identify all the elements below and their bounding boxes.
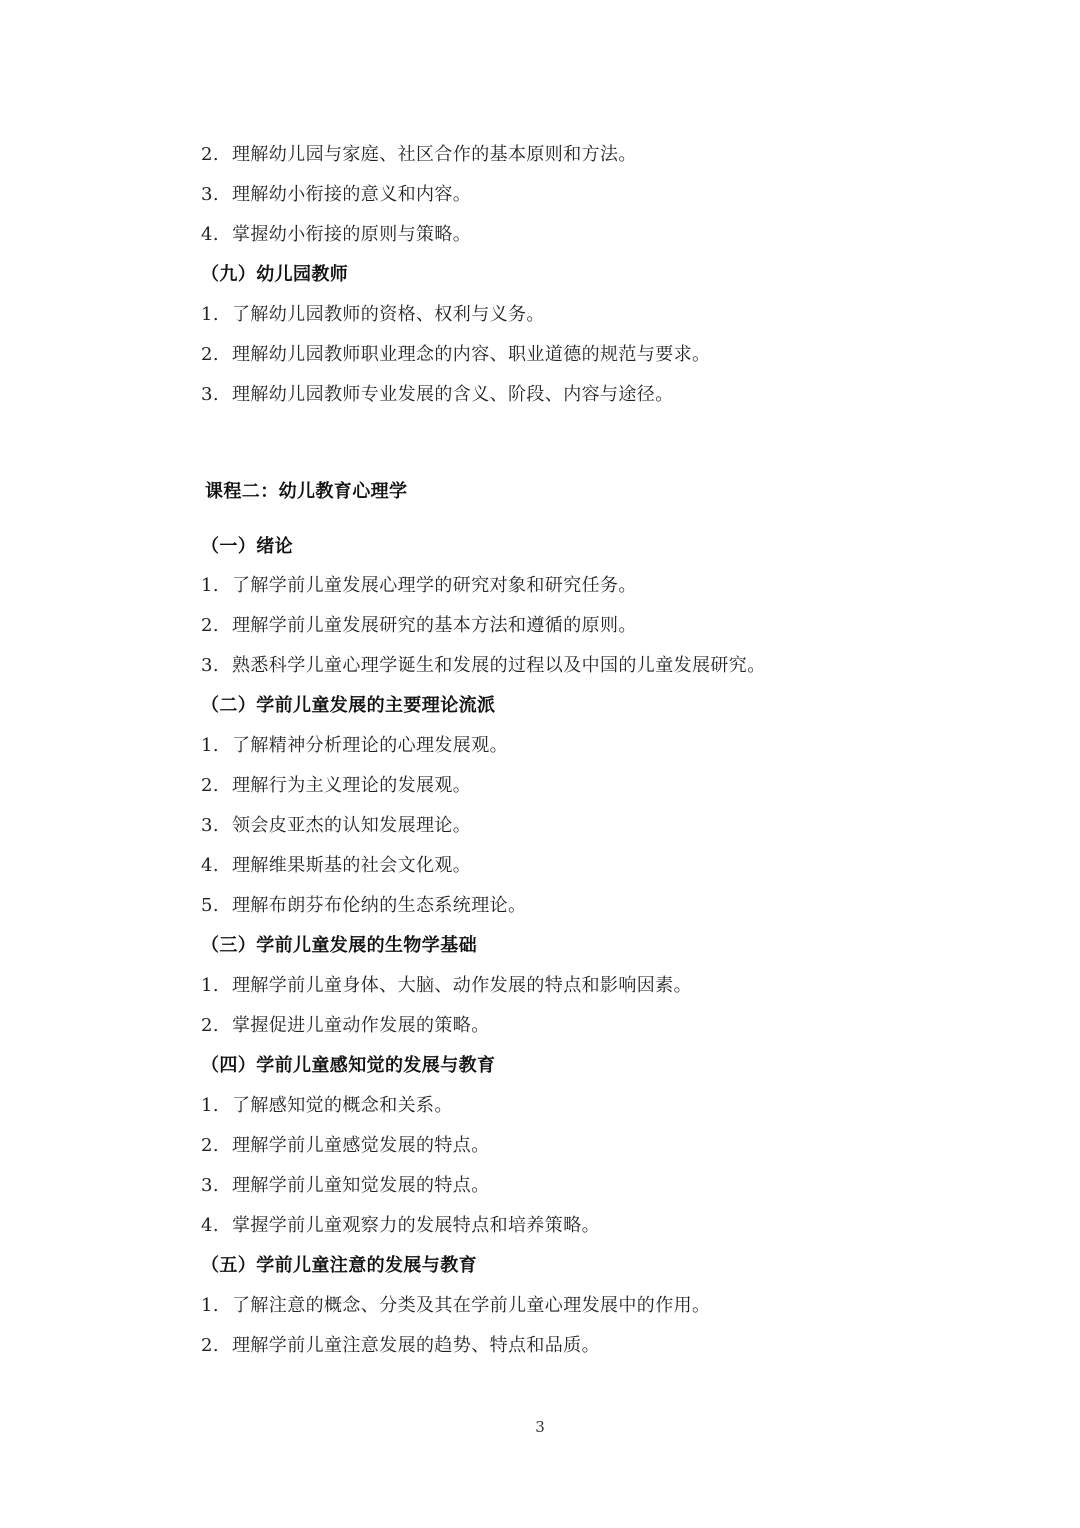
- item-number: 2.: [201, 775, 219, 796]
- item-number: 2.: [201, 615, 219, 636]
- item-number: 3.: [201, 655, 219, 676]
- item-text: 了解精神分析理论的心理发展观。: [232, 735, 508, 756]
- list-item: [201, 1014, 490, 1038]
- item-number: 3.: [201, 184, 219, 205]
- list-item: [201, 574, 637, 598]
- item-number: 2.: [201, 1015, 219, 1036]
- item-number: 2.: [201, 144, 219, 165]
- list-item: [201, 814, 471, 838]
- item-text: 了解注意的概念、分类及其在学前儿童心理发展中的作用。: [232, 1295, 711, 1316]
- item-number: 4.: [201, 855, 219, 876]
- list-item: [201, 1134, 490, 1158]
- item-text: 掌握促进儿童动作发展的策略。: [232, 1015, 490, 1036]
- list-item: [201, 303, 545, 327]
- item-text: 掌握幼小衔接的原则与策略。: [232, 224, 472, 245]
- item-number: 3.: [201, 384, 219, 405]
- list-item: [201, 894, 526, 918]
- list-item: [201, 343, 710, 367]
- section-heading: （三）学前儿童发展的生物学基础: [201, 935, 477, 956]
- item-text: 理解幼儿园与家庭、社区合作的基本原则和方法。: [232, 144, 637, 165]
- item-number: 1.: [201, 304, 219, 325]
- course-title: 课程二：幼儿教育心理学: [205, 481, 408, 502]
- item-text: 掌握学前儿童观察力的发展特点和培养策略。: [232, 1215, 600, 1236]
- item-text: 理解维果斯基的社会文化观。: [232, 855, 472, 876]
- item-number: 2.: [201, 1135, 219, 1156]
- item-number: 4.: [201, 224, 219, 245]
- list-item: [201, 654, 766, 678]
- list-item: [201, 1094, 453, 1118]
- section-heading: （四）学前儿童感知觉的发展与教育: [201, 1055, 496, 1076]
- item-number: 1.: [201, 735, 219, 756]
- item-text: 了解幼儿园教师的资格、权利与义务。: [232, 304, 545, 325]
- section-heading: （一）绪论: [201, 536, 293, 557]
- list-item: [201, 854, 471, 878]
- list-item: [201, 1214, 600, 1238]
- item-text: 理解学前儿童身体、大脑、动作发展的特点和影响因素。: [232, 975, 692, 996]
- item-number: 1.: [201, 1295, 219, 1316]
- item-text: 理解学前儿童知觉发展的特点。: [232, 1175, 490, 1196]
- list-item: [201, 614, 637, 638]
- section-heading: （五）学前儿童注意的发展与教育: [201, 1255, 477, 1276]
- item-text: 了解学前儿童发展心理学的研究对象和研究任务。: [232, 575, 637, 596]
- item-text: 熟悉科学儿童心理学诞生和发展的过程以及中国的儿童发展研究。: [232, 655, 766, 676]
- list-item: [201, 974, 692, 998]
- item-text: 理解幼小衔接的意义和内容。: [232, 184, 472, 205]
- list-item: [201, 223, 471, 247]
- item-number: 3.: [201, 1175, 219, 1196]
- item-number: 4.: [201, 1215, 219, 1236]
- section-heading: （九）幼儿园教师: [201, 264, 349, 285]
- item-number: 1.: [201, 975, 219, 996]
- item-number: 2.: [201, 344, 219, 365]
- list-item: [201, 734, 508, 758]
- item-text: 理解学前儿童注意发展的趋势、特点和品质。: [232, 1335, 600, 1356]
- item-number: 3.: [201, 815, 219, 836]
- item-text: 了解感知觉的概念和关系。: [232, 1095, 453, 1116]
- item-text: 理解学前儿童发展研究的基本方法和遵循的原则。: [232, 615, 637, 636]
- item-number: 2.: [201, 1335, 219, 1356]
- item-number: 1.: [201, 1095, 219, 1116]
- item-text: 理解幼儿园教师专业发展的含义、阶段、内容与途径。: [232, 384, 674, 405]
- item-text: 理解学前儿童感觉发展的特点。: [232, 1135, 490, 1156]
- item-number: 5.: [201, 895, 219, 916]
- list-item: [201, 143, 637, 167]
- list-item: [201, 383, 674, 407]
- item-text: 理解幼儿园教师职业理念的内容、职业道德的规范与要求。: [232, 344, 711, 365]
- item-text: 理解行为主义理论的发展观。: [232, 775, 472, 796]
- section-heading: （二）学前儿童发展的主要理论流派: [201, 695, 496, 716]
- page-number: 3: [535, 1418, 545, 1436]
- list-item: [201, 1334, 600, 1358]
- list-item: [201, 1294, 710, 1318]
- list-item: [201, 774, 471, 798]
- list-item: [201, 183, 471, 207]
- item-number: 1.: [201, 575, 219, 596]
- item-text: 领会皮亚杰的认知发展理论。: [232, 815, 472, 836]
- list-item: [201, 1174, 490, 1198]
- item-text: 理解布朗芬布伦纳的生态系统理论。: [232, 895, 527, 916]
